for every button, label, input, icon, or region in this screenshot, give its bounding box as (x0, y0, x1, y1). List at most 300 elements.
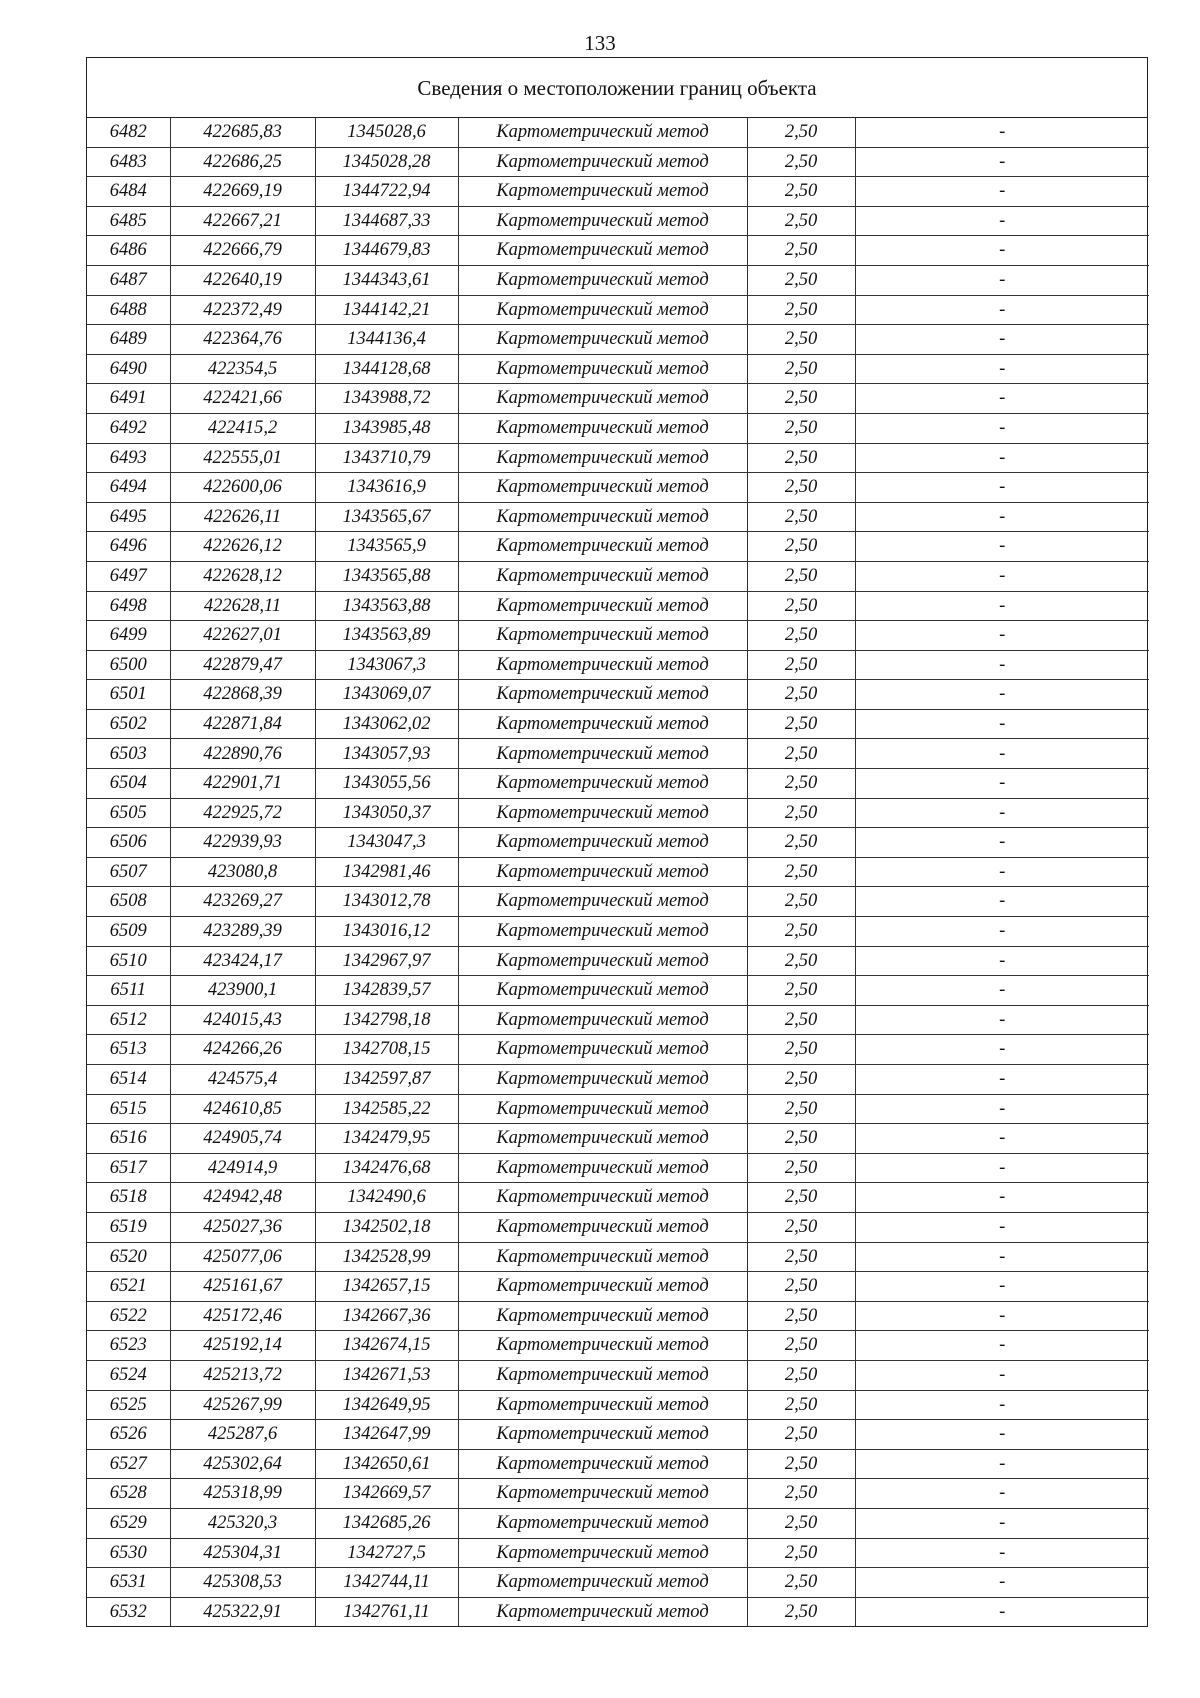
method-cell: Картометрический метод (458, 147, 747, 177)
method-cell: Картометрический метод (458, 709, 747, 739)
point-number-cell: 6484 (87, 177, 170, 207)
method-cell: Картометрический метод (458, 798, 747, 828)
point-number-cell: 6495 (87, 502, 170, 532)
method-cell: Картометрический метод (458, 1212, 747, 1242)
method-cell: Картометрический метод (458, 177, 747, 207)
table-row (87, 1065, 1149, 1095)
description-cell: - (855, 1538, 1149, 1568)
y-coordinate-cell: 1342667,36 (315, 1301, 458, 1331)
y-coordinate-cell: 1344687,33 (315, 206, 458, 236)
description-cell: - (855, 1420, 1149, 1450)
table-row (87, 650, 1149, 680)
method-cell: Картометрический метод (458, 502, 747, 532)
table-row (87, 828, 1149, 858)
method-cell: Картометрический метод (458, 1538, 747, 1568)
description-cell: - (855, 946, 1149, 976)
point-number-cell: 6494 (87, 473, 170, 503)
point-number-cell: 6518 (87, 1183, 170, 1213)
accuracy-cell: 2,50 (747, 1479, 855, 1509)
table-row (87, 118, 1149, 147)
y-coordinate-cell: 1344136,4 (315, 325, 458, 355)
description-cell: - (855, 206, 1149, 236)
accuracy-cell: 2,50 (747, 887, 855, 917)
x-coordinate-cell: 422415,2 (170, 413, 315, 443)
point-number-cell: 6511 (87, 976, 170, 1006)
table-row (87, 709, 1149, 739)
point-number-cell: 6532 (87, 1597, 170, 1626)
accuracy-cell: 2,50 (747, 1094, 855, 1124)
point-number-cell: 6528 (87, 1479, 170, 1509)
point-number-cell: 6516 (87, 1124, 170, 1154)
point-number-cell: 6519 (87, 1212, 170, 1242)
method-cell: Картометрический метод (458, 1242, 747, 1272)
x-coordinate-cell: 422354,5 (170, 354, 315, 384)
description-cell: - (855, 621, 1149, 651)
table-row (87, 917, 1149, 947)
x-coordinate-cell: 422667,21 (170, 206, 315, 236)
method-cell: Картометрический метод (458, 1065, 747, 1095)
x-coordinate-cell: 425320,3 (170, 1508, 315, 1538)
table-row (87, 1479, 1149, 1509)
description-cell: - (855, 798, 1149, 828)
y-coordinate-cell: 1343067,3 (315, 650, 458, 680)
point-number-cell: 6514 (87, 1065, 170, 1095)
description-cell: - (855, 709, 1149, 739)
method-cell: Картометрический метод (458, 118, 747, 147)
description-cell: - (855, 1449, 1149, 1479)
y-coordinate-cell: 1342476,68 (315, 1153, 458, 1183)
accuracy-cell: 2,50 (747, 384, 855, 414)
accuracy-cell: 2,50 (747, 147, 855, 177)
method-cell: Картометрический метод (458, 561, 747, 591)
method-cell: Картометрический метод (458, 1390, 747, 1420)
method-cell: Картометрический метод (458, 1183, 747, 1213)
y-coordinate-cell: 1344679,83 (315, 236, 458, 266)
y-coordinate-cell: 1343985,48 (315, 413, 458, 443)
x-coordinate-cell: 423289,39 (170, 917, 315, 947)
description-cell: - (855, 443, 1149, 473)
y-coordinate-cell: 1342727,5 (315, 1538, 458, 1568)
x-coordinate-cell: 422666,79 (170, 236, 315, 266)
point-number-cell: 6492 (87, 413, 170, 443)
table-row (87, 1360, 1149, 1390)
description-cell: - (855, 976, 1149, 1006)
x-coordinate-cell: 422686,25 (170, 147, 315, 177)
x-coordinate-cell: 424914,9 (170, 1153, 315, 1183)
method-cell: Картометрический метод (458, 443, 747, 473)
point-number-cell: 6501 (87, 680, 170, 710)
x-coordinate-cell: 425161,67 (170, 1272, 315, 1302)
method-cell: Картометрический метод (458, 325, 747, 355)
description-cell: - (855, 118, 1149, 147)
y-coordinate-cell: 1342798,18 (315, 1005, 458, 1035)
y-coordinate-cell: 1342761,11 (315, 1597, 458, 1626)
y-coordinate-cell: 1345028,6 (315, 118, 458, 147)
table-row (87, 1597, 1149, 1626)
method-cell: Картометрический метод (458, 1360, 747, 1390)
table-row (87, 1094, 1149, 1124)
table-row (87, 206, 1149, 236)
table-row (87, 1153, 1149, 1183)
x-coordinate-cell: 422364,76 (170, 325, 315, 355)
x-coordinate-cell: 422628,11 (170, 591, 315, 621)
description-cell: - (855, 147, 1149, 177)
table-row (87, 976, 1149, 1006)
description-cell: - (855, 236, 1149, 266)
y-coordinate-cell: 1342669,57 (315, 1479, 458, 1509)
x-coordinate-cell: 425302,64 (170, 1449, 315, 1479)
method-cell: Картометрический метод (458, 621, 747, 651)
method-cell: Картометрический метод (458, 887, 747, 917)
description-cell: - (855, 295, 1149, 325)
point-number-cell: 6485 (87, 206, 170, 236)
accuracy-cell: 2,50 (747, 650, 855, 680)
description-cell: - (855, 857, 1149, 887)
accuracy-cell: 2,50 (747, 206, 855, 236)
table-row (87, 1212, 1149, 1242)
method-cell: Картометрический метод (458, 1420, 747, 1450)
point-number-cell: 6482 (87, 118, 170, 147)
point-number-cell: 6517 (87, 1153, 170, 1183)
x-coordinate-cell: 422372,49 (170, 295, 315, 325)
table-row (87, 532, 1149, 562)
x-coordinate-cell: 425213,72 (170, 1360, 315, 1390)
table-row (87, 325, 1149, 355)
table-row (87, 561, 1149, 591)
x-coordinate-cell: 425322,91 (170, 1597, 315, 1626)
method-cell: Картометрический метод (458, 1479, 747, 1509)
table-row (87, 1508, 1149, 1538)
accuracy-cell: 2,50 (747, 1597, 855, 1626)
description-cell: - (855, 650, 1149, 680)
y-coordinate-cell: 1342650,61 (315, 1449, 458, 1479)
x-coordinate-cell: 422939,93 (170, 828, 315, 858)
x-coordinate-cell: 422868,39 (170, 680, 315, 710)
method-cell: Картометрический метод (458, 473, 747, 503)
method-cell: Картометрический метод (458, 354, 747, 384)
y-coordinate-cell: 1342685,26 (315, 1508, 458, 1538)
y-coordinate-cell: 1342528,99 (315, 1242, 458, 1272)
y-coordinate-cell: 1344722,94 (315, 177, 458, 207)
table-row (87, 1183, 1149, 1213)
accuracy-cell: 2,50 (747, 1301, 855, 1331)
accuracy-cell: 2,50 (747, 1272, 855, 1302)
point-number-cell: 6522 (87, 1301, 170, 1331)
y-coordinate-cell: 1342647,99 (315, 1420, 458, 1450)
method-cell: Картометрический метод (458, 1035, 747, 1065)
y-coordinate-cell: 1343055,56 (315, 769, 458, 799)
point-number-cell: 6490 (87, 354, 170, 384)
x-coordinate-cell: 422685,83 (170, 118, 315, 147)
point-number-cell: 6499 (87, 621, 170, 651)
x-coordinate-cell: 422421,66 (170, 384, 315, 414)
y-coordinate-cell: 1343565,9 (315, 532, 458, 562)
accuracy-cell: 2,50 (747, 591, 855, 621)
point-number-cell: 6496 (87, 532, 170, 562)
description-cell: - (855, 1360, 1149, 1390)
point-number-cell: 6502 (87, 709, 170, 739)
x-coordinate-cell: 425267,99 (170, 1390, 315, 1420)
table-row (87, 1035, 1149, 1065)
table-row (87, 739, 1149, 769)
y-coordinate-cell: 1344142,21 (315, 295, 458, 325)
point-number-cell: 6520 (87, 1242, 170, 1272)
method-cell: Картометрический метод (458, 1331, 747, 1361)
description-cell: - (855, 591, 1149, 621)
method-cell: Картометрический метод (458, 591, 747, 621)
x-coordinate-cell: 424610,85 (170, 1094, 315, 1124)
accuracy-cell: 2,50 (747, 1183, 855, 1213)
x-coordinate-cell: 422628,12 (170, 561, 315, 591)
y-coordinate-cell: 1342708,15 (315, 1035, 458, 1065)
accuracy-cell: 2,50 (747, 798, 855, 828)
accuracy-cell: 2,50 (747, 769, 855, 799)
x-coordinate-cell: 422626,12 (170, 532, 315, 562)
y-coordinate-cell: 1342585,22 (315, 1094, 458, 1124)
x-coordinate-cell: 423900,1 (170, 976, 315, 1006)
accuracy-cell: 2,50 (747, 1331, 855, 1361)
description-cell: - (855, 1272, 1149, 1302)
description-cell: - (855, 887, 1149, 917)
y-coordinate-cell: 1342674,15 (315, 1331, 458, 1361)
description-cell: - (855, 1508, 1149, 1538)
y-coordinate-cell: 1343057,93 (315, 739, 458, 769)
x-coordinate-cell: 424942,48 (170, 1183, 315, 1213)
x-coordinate-cell: 422600,06 (170, 473, 315, 503)
description-cell: - (855, 502, 1149, 532)
accuracy-cell: 2,50 (747, 680, 855, 710)
table-row (87, 1390, 1149, 1420)
y-coordinate-cell: 1342649,95 (315, 1390, 458, 1420)
y-coordinate-cell: 1345028,28 (315, 147, 458, 177)
accuracy-cell: 2,50 (747, 1508, 855, 1538)
accuracy-cell: 2,50 (747, 177, 855, 207)
accuracy-cell: 2,50 (747, 325, 855, 355)
table-row (87, 265, 1149, 295)
description-cell: - (855, 561, 1149, 591)
accuracy-cell: 2,50 (747, 976, 855, 1006)
description-cell: - (855, 354, 1149, 384)
table-row (87, 147, 1149, 177)
description-cell: - (855, 1242, 1149, 1272)
y-coordinate-cell: 1343563,88 (315, 591, 458, 621)
description-cell: - (855, 1479, 1149, 1509)
x-coordinate-cell: 423269,27 (170, 887, 315, 917)
description-cell: - (855, 1035, 1149, 1065)
method-cell: Картометрический метод (458, 1568, 747, 1598)
point-number-cell: 6512 (87, 1005, 170, 1035)
table-row (87, 295, 1149, 325)
table-row (87, 887, 1149, 917)
point-number-cell: 6527 (87, 1449, 170, 1479)
description-cell: - (855, 680, 1149, 710)
y-coordinate-cell: 1342502,18 (315, 1212, 458, 1242)
table-row (87, 798, 1149, 828)
x-coordinate-cell: 422879,47 (170, 650, 315, 680)
y-coordinate-cell: 1342657,15 (315, 1272, 458, 1302)
point-number-cell: 6500 (87, 650, 170, 680)
x-coordinate-cell: 423080,8 (170, 857, 315, 887)
point-number-cell: 6524 (87, 1360, 170, 1390)
accuracy-cell: 2,50 (747, 1153, 855, 1183)
table-row (87, 591, 1149, 621)
x-coordinate-cell: 424905,74 (170, 1124, 315, 1154)
description-cell: - (999, 1601, 1006, 1622)
method-cell: Картометрический метод (458, 265, 747, 295)
description-cell: - (855, 1124, 1149, 1154)
description-cell: - (855, 413, 1149, 443)
x-coordinate-cell: 422925,72 (170, 798, 315, 828)
y-coordinate-cell: 1343050,37 (315, 798, 458, 828)
point-number-cell: 6487 (87, 265, 170, 295)
x-coordinate-cell: 425077,06 (170, 1242, 315, 1272)
x-coordinate-cell: 425192,14 (170, 1331, 315, 1361)
page-number: 133 (584, 31, 616, 55)
table-row (87, 502, 1149, 532)
table-title: Сведения о местоположении границ объекта (87, 58, 1147, 118)
y-coordinate-cell: 1342490,6 (315, 1183, 458, 1213)
method-cell: Картометрический метод (458, 206, 747, 236)
point-number-cell: 6525 (87, 1390, 170, 1420)
table-row (87, 1005, 1149, 1035)
point-number-cell: 6521 (87, 1272, 170, 1302)
table-row (87, 1449, 1149, 1479)
accuracy-cell: 2,50 (747, 532, 855, 562)
point-number-cell: 6506 (87, 828, 170, 858)
description-cell: - (855, 1390, 1149, 1420)
description-cell: - (855, 1065, 1149, 1095)
table-row (87, 946, 1149, 976)
table-row (87, 413, 1149, 443)
x-coordinate-cell: 422640,19 (170, 265, 315, 295)
point-number-cell: 6530 (87, 1538, 170, 1568)
point-number-cell: 6498 (87, 591, 170, 621)
method-cell: Картометрический метод (458, 917, 747, 947)
table-row (87, 473, 1149, 503)
x-coordinate-cell: 425304,31 (170, 1538, 315, 1568)
method-cell: Картометрический метод (458, 295, 747, 325)
point-number-cell: 6507 (87, 857, 170, 887)
method-cell: Картометрический метод (458, 1301, 747, 1331)
accuracy-cell: 2,50 (747, 1005, 855, 1035)
accuracy-cell: 2,50 (747, 828, 855, 858)
x-coordinate-cell: 422626,11 (170, 502, 315, 532)
point-number-cell: 6486 (87, 236, 170, 266)
table-row (87, 1331, 1149, 1361)
accuracy-cell: 2,50 (747, 946, 855, 976)
method-cell: Картометрический метод (458, 769, 747, 799)
accuracy-cell: 2,50 (747, 621, 855, 651)
y-coordinate-cell: 1342981,46 (315, 857, 458, 887)
description-cell: - (855, 473, 1149, 503)
method-cell: Картометрический метод (458, 413, 747, 443)
x-coordinate-cell: 424015,43 (170, 1005, 315, 1035)
method-cell: Картометрический метод (458, 857, 747, 887)
accuracy-cell: 2,50 (747, 118, 855, 147)
method-cell: Картометрический метод (458, 650, 747, 680)
table-row (87, 857, 1149, 887)
description-cell: - (855, 917, 1149, 947)
method-cell: Картометрический метод (458, 739, 747, 769)
table-row (87, 177, 1149, 207)
table-row (87, 1124, 1149, 1154)
accuracy-cell: 2,50 (747, 1242, 855, 1272)
method-cell: Картометрический метод (458, 680, 747, 710)
description-cell: - (855, 1331, 1149, 1361)
description-cell: - (855, 325, 1149, 355)
accuracy-cell: 2,50 (747, 1538, 855, 1568)
y-coordinate-cell: 1343616,9 (315, 473, 458, 503)
x-coordinate-cell: 422901,71 (170, 769, 315, 799)
description-cell: - (855, 384, 1149, 414)
y-coordinate-cell: 1342597,87 (315, 1065, 458, 1095)
point-number-cell: 6510 (87, 946, 170, 976)
y-coordinate-cell: 1342967,97 (315, 946, 458, 976)
y-coordinate-cell: 1343710,79 (315, 443, 458, 473)
description-cell: - (855, 1568, 1149, 1598)
y-coordinate-cell: 1343047,3 (315, 828, 458, 858)
table-row (87, 1272, 1149, 1302)
description-cell: - (855, 532, 1149, 562)
x-coordinate-cell: 424266,26 (170, 1035, 315, 1065)
y-coordinate-cell: 1343563,89 (315, 621, 458, 651)
table-row (87, 354, 1149, 384)
y-coordinate-cell: 1343565,88 (315, 561, 458, 591)
accuracy-cell: 2,50 (747, 473, 855, 503)
method-cell: Картометрический метод (458, 1124, 747, 1154)
table-row (87, 443, 1149, 473)
description-cell: - (855, 828, 1149, 858)
y-coordinate-cell: 1344128,68 (315, 354, 458, 384)
table-row (87, 1568, 1149, 1598)
y-coordinate-cell: 1343069,07 (315, 680, 458, 710)
table-row (87, 769, 1149, 799)
accuracy-cell: 2,50 (747, 295, 855, 325)
accuracy-cell: 2,50 (747, 1568, 855, 1598)
accuracy-cell: 2,50 (747, 502, 855, 532)
method-cell: Картометрический метод (458, 828, 747, 858)
point-number-cell: 6504 (87, 769, 170, 799)
table-row (87, 680, 1149, 710)
description-cell: - (855, 1094, 1149, 1124)
accuracy-cell: 2,50 (747, 443, 855, 473)
x-coordinate-cell: 422669,19 (170, 177, 315, 207)
method-cell: Картометрический метод (458, 1272, 747, 1302)
x-coordinate-cell: 425027,36 (170, 1212, 315, 1242)
x-coordinate-cell: 425308,53 (170, 1568, 315, 1598)
x-coordinate-cell: 425318,99 (170, 1479, 315, 1509)
method-cell: Картометрический метод (458, 1597, 747, 1626)
point-number-cell: 6526 (87, 1420, 170, 1450)
y-coordinate-cell: 1342479,95 (315, 1124, 458, 1154)
x-coordinate-cell: 425172,46 (170, 1301, 315, 1331)
x-coordinate-cell: 422871,84 (170, 709, 315, 739)
method-cell: Картометрический метод (458, 1508, 747, 1538)
description-cell: - (855, 739, 1149, 769)
table-row (87, 621, 1149, 651)
method-cell: Картометрический метод (458, 1153, 747, 1183)
y-coordinate-cell: 1344343,61 (315, 265, 458, 295)
x-coordinate-cell: 422555,01 (170, 443, 315, 473)
method-cell: Картометрический метод (458, 1005, 747, 1035)
x-coordinate-cell: 423424,17 (170, 946, 315, 976)
accuracy-cell: 2,50 (747, 354, 855, 384)
table-row (87, 1420, 1149, 1450)
method-cell: Картометрический метод (458, 976, 747, 1006)
y-coordinate-cell: 1343062,02 (315, 709, 458, 739)
y-coordinate-cell: 1342671,53 (315, 1360, 458, 1390)
point-number-cell: 6513 (87, 1035, 170, 1065)
